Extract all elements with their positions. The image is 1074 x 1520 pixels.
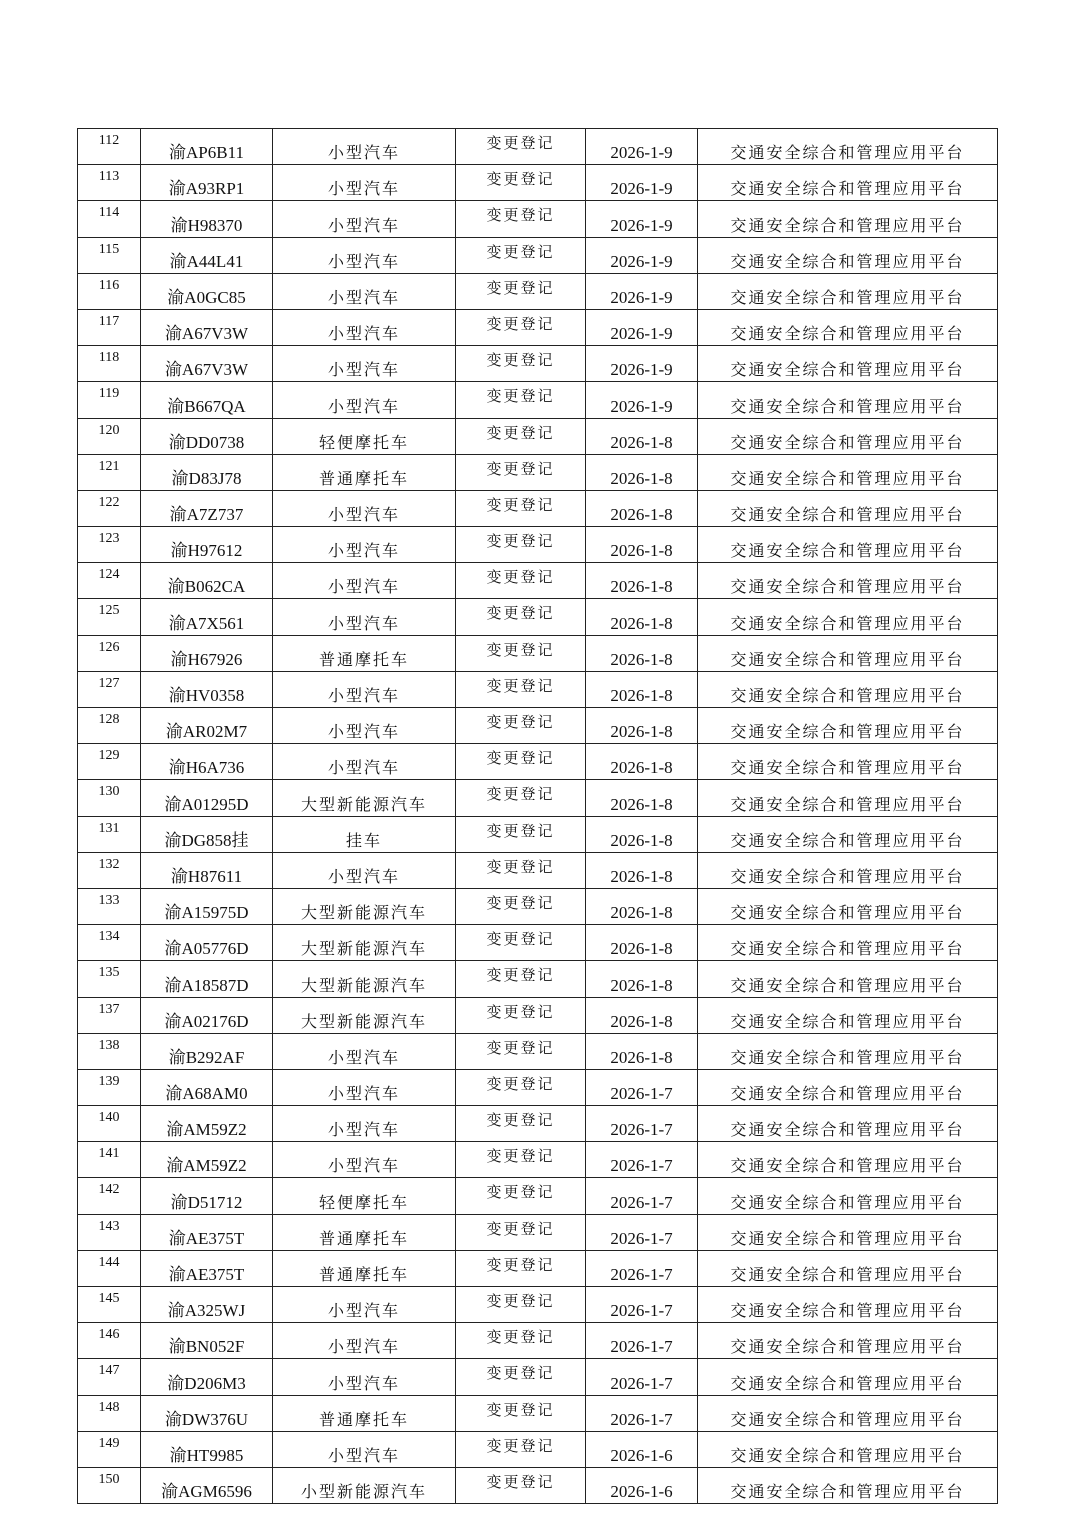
platform-cell: 交通安全综合和管理应用平台 <box>698 888 998 924</box>
plate-number-cell: 渝A15975D <box>141 888 273 924</box>
row-number-cell: 150 <box>78 1467 141 1503</box>
table-row <box>78 744 998 780</box>
row-number-cell: 148 <box>78 1395 141 1431</box>
row-number-cell: 139 <box>78 1069 141 1105</box>
date-cell: 2026-1-9 <box>586 346 698 382</box>
platform-cell: 交通安全综合和管理应用平台 <box>698 925 998 961</box>
platform-cell: 交通安全综合和管理应用平台 <box>698 961 998 997</box>
platform-cell: 交通安全综合和管理应用平台 <box>698 635 998 671</box>
table-row <box>78 490 998 526</box>
row-number-cell: 129 <box>78 744 141 780</box>
row-number-cell: 117 <box>78 309 141 345</box>
date-cell: 2026-1-9 <box>586 129 698 165</box>
table-row <box>78 1178 998 1214</box>
table-row <box>78 1142 998 1178</box>
vehicle-type-cell: 大型新能源汽车 <box>273 780 456 816</box>
business-type-cell: 变更登记 <box>456 1467 586 1503</box>
platform-cell: 交通安全综合和管理应用平台 <box>698 1142 998 1178</box>
date-cell: 2026-1-8 <box>586 708 698 744</box>
platform-cell: 交通安全综合和管理应用平台 <box>698 1359 998 1395</box>
plate-number-cell: 渝HV0358 <box>141 671 273 707</box>
platform-cell: 交通安全综合和管理应用平台 <box>698 1467 998 1503</box>
date-cell: 2026-1-7 <box>586 1287 698 1323</box>
table-row <box>78 1033 998 1069</box>
date-cell: 2026-1-8 <box>586 490 698 526</box>
date-cell: 2026-1-7 <box>586 1359 698 1395</box>
vehicle-type-cell: 小型汽车 <box>273 671 456 707</box>
table-row <box>78 925 998 961</box>
plate-number-cell: 渝AP6B11 <box>141 129 273 165</box>
table-row <box>78 635 998 671</box>
plate-number-cell: 渝A325WJ <box>141 1287 273 1323</box>
plate-number-cell: 渝A44L41 <box>141 237 273 273</box>
platform-cell: 交通安全综合和管理应用平台 <box>698 165 998 201</box>
plate-number-cell: 渝A7X561 <box>141 599 273 635</box>
row-number-cell: 121 <box>78 454 141 490</box>
platform-cell: 交通安全综合和管理应用平台 <box>698 129 998 165</box>
plate-number-cell: 渝DD0738 <box>141 418 273 454</box>
platform-cell: 交通安全综合和管理应用平台 <box>698 1106 998 1142</box>
row-number-cell: 130 <box>78 780 141 816</box>
vehicle-type-cell: 小型新能源汽车 <box>273 1467 456 1503</box>
table-row <box>78 1467 998 1503</box>
plate-number-cell: 渝B292AF <box>141 1033 273 1069</box>
business-type-cell: 变更登记 <box>456 961 586 997</box>
business-type-cell: 变更登记 <box>456 418 586 454</box>
date-cell: 2026-1-8 <box>586 997 698 1033</box>
vehicle-type-cell: 小型汽车 <box>273 309 456 345</box>
table-row <box>78 852 998 888</box>
business-type-cell: 变更登记 <box>456 1395 586 1431</box>
platform-cell: 交通安全综合和管理应用平台 <box>698 1178 998 1214</box>
row-number-cell: 116 <box>78 273 141 309</box>
vehicle-registration-table <box>77 128 998 1504</box>
table-row <box>78 997 998 1033</box>
vehicle-type-cell: 小型汽车 <box>273 273 456 309</box>
date-cell: 2026-1-7 <box>586 1069 698 1105</box>
table-row <box>78 816 998 852</box>
business-type-cell: 变更登记 <box>456 1214 586 1250</box>
row-number-cell: 115 <box>78 237 141 273</box>
plate-number-cell: 渝DG858挂 <box>141 816 273 852</box>
vehicle-type-cell: 小型汽车 <box>273 1142 456 1178</box>
business-type-cell: 变更登记 <box>456 527 586 563</box>
row-number-cell: 128 <box>78 708 141 744</box>
table-row <box>78 129 998 165</box>
plate-number-cell: 渝A18587D <box>141 961 273 997</box>
platform-cell: 交通安全综合和管理应用平台 <box>698 201 998 237</box>
business-type-cell: 变更登记 <box>456 1069 586 1105</box>
row-number-cell: 141 <box>78 1142 141 1178</box>
table-row <box>78 888 998 924</box>
row-number-cell: 125 <box>78 599 141 635</box>
platform-cell: 交通安全综合和管理应用平台 <box>698 454 998 490</box>
business-type-cell: 变更登记 <box>456 888 586 924</box>
vehicle-type-cell: 小型汽车 <box>273 599 456 635</box>
vehicle-type-cell: 小型汽车 <box>273 165 456 201</box>
platform-cell: 交通安全综合和管理应用平台 <box>698 816 998 852</box>
date-cell: 2026-1-9 <box>586 165 698 201</box>
business-type-cell: 变更登记 <box>456 1323 586 1359</box>
date-cell: 2026-1-8 <box>586 925 698 961</box>
plate-number-cell: 渝A05776D <box>141 925 273 961</box>
vehicle-type-cell: 轻便摩托车 <box>273 1178 456 1214</box>
plate-number-cell: 渝B667QA <box>141 382 273 418</box>
business-type-cell: 变更登记 <box>456 997 586 1033</box>
row-number-cell: 140 <box>78 1106 141 1142</box>
table-row <box>78 961 998 997</box>
date-cell: 2026-1-6 <box>586 1467 698 1503</box>
vehicle-type-cell: 小型汽车 <box>273 563 456 599</box>
table-row <box>78 1323 998 1359</box>
plate-number-cell: 渝DW376U <box>141 1395 273 1431</box>
vehicle-type-cell: 小型汽车 <box>273 1033 456 1069</box>
date-cell: 2026-1-9 <box>586 273 698 309</box>
vehicle-type-cell: 挂车 <box>273 816 456 852</box>
row-number-cell: 146 <box>78 1323 141 1359</box>
business-type-cell: 变更登记 <box>456 129 586 165</box>
plate-number-cell: 渝A7Z737 <box>141 490 273 526</box>
date-cell: 2026-1-7 <box>586 1250 698 1286</box>
date-cell: 2026-1-9 <box>586 309 698 345</box>
platform-cell: 交通安全综合和管理应用平台 <box>698 708 998 744</box>
row-number-cell: 113 <box>78 165 141 201</box>
row-number-cell: 137 <box>78 997 141 1033</box>
table-body <box>78 129 998 1504</box>
table-row <box>78 1359 998 1395</box>
vehicle-type-cell: 小型汽车 <box>273 201 456 237</box>
platform-cell: 交通安全综合和管理应用平台 <box>698 1250 998 1286</box>
vehicle-type-cell: 小型汽车 <box>273 490 456 526</box>
vehicle-type-cell: 小型汽车 <box>273 708 456 744</box>
plate-number-cell: 渝AE375T <box>141 1214 273 1250</box>
table-row <box>78 708 998 744</box>
plate-number-cell: 渝D83J78 <box>141 454 273 490</box>
row-number-cell: 127 <box>78 671 141 707</box>
vehicle-type-cell: 小型汽车 <box>273 346 456 382</box>
date-cell: 2026-1-8 <box>586 563 698 599</box>
date-cell: 2026-1-9 <box>586 382 698 418</box>
plate-number-cell: 渝D51712 <box>141 1178 273 1214</box>
business-type-cell: 变更登记 <box>456 273 586 309</box>
vehicle-type-cell: 小型汽车 <box>273 1431 456 1467</box>
business-type-cell: 变更登记 <box>456 346 586 382</box>
date-cell: 2026-1-8 <box>586 671 698 707</box>
plate-number-cell: 渝H67926 <box>141 635 273 671</box>
vehicle-type-cell: 小型汽车 <box>273 852 456 888</box>
row-number-cell: 114 <box>78 201 141 237</box>
vehicle-type-cell: 小型汽车 <box>273 237 456 273</box>
date-cell: 2026-1-8 <box>586 888 698 924</box>
business-type-cell: 变更登记 <box>456 1178 586 1214</box>
plate-number-cell: 渝A68AM0 <box>141 1069 273 1105</box>
platform-cell: 交通安全综合和管理应用平台 <box>698 346 998 382</box>
plate-number-cell: 渝A67V3W <box>141 346 273 382</box>
row-number-cell: 112 <box>78 129 141 165</box>
plate-number-cell: 渝D206M3 <box>141 1359 273 1395</box>
plate-number-cell: 渝AGM6596 <box>141 1467 273 1503</box>
plate-number-cell: 渝AE375T <box>141 1250 273 1286</box>
business-type-cell: 变更登记 <box>456 816 586 852</box>
business-type-cell: 变更登记 <box>456 382 586 418</box>
row-number-cell: 122 <box>78 490 141 526</box>
table-row <box>78 563 998 599</box>
table-row <box>78 1431 998 1467</box>
plate-number-cell: 渝A02176D <box>141 997 273 1033</box>
row-number-cell: 119 <box>78 382 141 418</box>
business-type-cell: 变更登记 <box>456 1250 586 1286</box>
table-row <box>78 1287 998 1323</box>
business-type-cell: 变更登记 <box>456 671 586 707</box>
platform-cell: 交通安全综合和管理应用平台 <box>698 1323 998 1359</box>
row-number-cell: 124 <box>78 563 141 599</box>
plate-number-cell: 渝AR02M7 <box>141 708 273 744</box>
table-row <box>78 1395 998 1431</box>
vehicle-type-cell: 小型汽车 <box>273 1287 456 1323</box>
date-cell: 2026-1-8 <box>586 418 698 454</box>
business-type-cell: 变更登记 <box>456 309 586 345</box>
row-number-cell: 142 <box>78 1178 141 1214</box>
date-cell: 2026-1-8 <box>586 599 698 635</box>
plate-number-cell: 渝A01295D <box>141 780 273 816</box>
table-row <box>78 1214 998 1250</box>
table-row <box>78 1250 998 1286</box>
plate-number-cell: 渝HT9985 <box>141 1431 273 1467</box>
platform-cell: 交通安全综合和管理应用平台 <box>698 1395 998 1431</box>
date-cell: 2026-1-9 <box>586 237 698 273</box>
date-cell: 2026-1-9 <box>586 201 698 237</box>
plate-number-cell: 渝A67V3W <box>141 309 273 345</box>
platform-cell: 交通安全综合和管理应用平台 <box>698 309 998 345</box>
plate-number-cell: 渝A93RP1 <box>141 165 273 201</box>
date-cell: 2026-1-7 <box>586 1142 698 1178</box>
table-row <box>78 1069 998 1105</box>
table-row <box>78 671 998 707</box>
vehicle-type-cell: 小型汽车 <box>273 382 456 418</box>
platform-cell: 交通安全综合和管理应用平台 <box>698 1287 998 1323</box>
platform-cell: 交通安全综合和管理应用平台 <box>698 1033 998 1069</box>
platform-cell: 交通安全综合和管理应用平台 <box>698 273 998 309</box>
plate-number-cell: 渝A0GC85 <box>141 273 273 309</box>
vehicle-type-cell: 小型汽车 <box>273 129 456 165</box>
platform-cell: 交通安全综合和管理应用平台 <box>698 780 998 816</box>
date-cell: 2026-1-8 <box>586 454 698 490</box>
business-type-cell: 变更登记 <box>456 1359 586 1395</box>
table-row <box>78 780 998 816</box>
date-cell: 2026-1-7 <box>586 1178 698 1214</box>
business-type-cell: 变更登记 <box>456 925 586 961</box>
platform-cell: 交通安全综合和管理应用平台 <box>698 852 998 888</box>
table-row <box>78 418 998 454</box>
table-row <box>78 454 998 490</box>
table-row <box>78 201 998 237</box>
date-cell: 2026-1-7 <box>586 1395 698 1431</box>
table-row <box>78 1106 998 1142</box>
row-number-cell: 138 <box>78 1033 141 1069</box>
date-cell: 2026-1-7 <box>586 1106 698 1142</box>
table-row <box>78 309 998 345</box>
platform-cell: 交通安全综合和管理应用平台 <box>698 997 998 1033</box>
business-type-cell: 变更登记 <box>456 454 586 490</box>
vehicle-type-cell: 大型新能源汽车 <box>273 997 456 1033</box>
plate-number-cell: 渝H6A736 <box>141 744 273 780</box>
date-cell: 2026-1-7 <box>586 1323 698 1359</box>
vehicle-type-cell: 大型新能源汽车 <box>273 961 456 997</box>
platform-cell: 交通安全综合和管理应用平台 <box>698 563 998 599</box>
platform-cell: 交通安全综合和管理应用平台 <box>698 671 998 707</box>
platform-cell: 交通安全综合和管理应用平台 <box>698 599 998 635</box>
vehicle-type-cell: 大型新能源汽车 <box>273 925 456 961</box>
vehicle-type-cell: 小型汽车 <box>273 1069 456 1105</box>
row-number-cell: 135 <box>78 961 141 997</box>
row-number-cell: 131 <box>78 816 141 852</box>
business-type-cell: 变更登记 <box>456 1142 586 1178</box>
row-number-cell: 133 <box>78 888 141 924</box>
row-number-cell: 126 <box>78 635 141 671</box>
plate-number-cell: 渝H98370 <box>141 201 273 237</box>
row-number-cell: 147 <box>78 1359 141 1395</box>
platform-cell: 交通安全综合和管理应用平台 <box>698 744 998 780</box>
table-row <box>78 382 998 418</box>
vehicle-type-cell: 普通摩托车 <box>273 1214 456 1250</box>
table-row <box>78 527 998 563</box>
vehicle-type-cell: 普通摩托车 <box>273 454 456 490</box>
business-type-cell: 变更登记 <box>456 1106 586 1142</box>
row-number-cell: 149 <box>78 1431 141 1467</box>
table-row <box>78 273 998 309</box>
business-type-cell: 变更登记 <box>456 599 586 635</box>
row-number-cell: 120 <box>78 418 141 454</box>
plate-number-cell: 渝H87611 <box>141 852 273 888</box>
vehicle-type-cell: 小型汽车 <box>273 1359 456 1395</box>
plate-number-cell: 渝H97612 <box>141 527 273 563</box>
plate-number-cell: 渝B062CA <box>141 563 273 599</box>
vehicle-type-cell: 轻便摩托车 <box>273 418 456 454</box>
business-type-cell: 变更登记 <box>456 1287 586 1323</box>
platform-cell: 交通安全综合和管理应用平台 <box>698 490 998 526</box>
vehicle-type-cell: 大型新能源汽车 <box>273 888 456 924</box>
business-type-cell: 变更登记 <box>456 708 586 744</box>
vehicle-type-cell: 小型汽车 <box>273 1106 456 1142</box>
business-type-cell: 变更登记 <box>456 1431 586 1467</box>
vehicle-type-cell: 普通摩托车 <box>273 1250 456 1286</box>
business-type-cell: 变更登记 <box>456 165 586 201</box>
row-number-cell: 145 <box>78 1287 141 1323</box>
business-type-cell: 变更登记 <box>456 490 586 526</box>
business-type-cell: 变更登记 <box>456 1033 586 1069</box>
vehicle-type-cell: 普通摩托车 <box>273 1395 456 1431</box>
row-number-cell: 123 <box>78 527 141 563</box>
table-row <box>78 599 998 635</box>
platform-cell: 交通安全综合和管理应用平台 <box>698 418 998 454</box>
table-row <box>78 237 998 273</box>
date-cell: 2026-1-8 <box>586 744 698 780</box>
business-type-cell: 变更登记 <box>456 744 586 780</box>
platform-cell: 交通安全综合和管理应用平台 <box>698 1069 998 1105</box>
date-cell: 2026-1-8 <box>586 816 698 852</box>
plate-number-cell: 渝AM59Z2 <box>141 1142 273 1178</box>
row-number-cell: 143 <box>78 1214 141 1250</box>
plate-number-cell: 渝BN052F <box>141 1323 273 1359</box>
date-cell: 2026-1-6 <box>586 1431 698 1467</box>
date-cell: 2026-1-8 <box>586 1033 698 1069</box>
platform-cell: 交通安全综合和管理应用平台 <box>698 1214 998 1250</box>
platform-cell: 交通安全综合和管理应用平台 <box>698 527 998 563</box>
date-cell: 2026-1-8 <box>586 527 698 563</box>
row-number-cell: 134 <box>78 925 141 961</box>
platform-cell: 交通安全综合和管理应用平台 <box>698 382 998 418</box>
platform-cell: 交通安全综合和管理应用平台 <box>698 1431 998 1467</box>
vehicle-type-cell: 小型汽车 <box>273 527 456 563</box>
date-cell: 2026-1-8 <box>586 635 698 671</box>
platform-cell: 交通安全综合和管理应用平台 <box>698 237 998 273</box>
business-type-cell: 变更登记 <box>456 635 586 671</box>
table-row <box>78 165 998 201</box>
date-cell: 2026-1-8 <box>586 852 698 888</box>
row-number-cell: 132 <box>78 852 141 888</box>
vehicle-type-cell: 普通摩托车 <box>273 635 456 671</box>
business-type-cell: 变更登记 <box>456 563 586 599</box>
business-type-cell: 变更登记 <box>456 201 586 237</box>
business-type-cell: 变更登记 <box>456 237 586 273</box>
date-cell: 2026-1-7 <box>586 1214 698 1250</box>
vehicle-type-cell: 小型汽车 <box>273 1323 456 1359</box>
row-number-cell: 144 <box>78 1250 141 1286</box>
row-number-cell: 118 <box>78 346 141 382</box>
vehicle-type-cell: 小型汽车 <box>273 744 456 780</box>
business-type-cell: 变更登记 <box>456 852 586 888</box>
table-row <box>78 346 998 382</box>
date-cell: 2026-1-8 <box>586 780 698 816</box>
business-type-cell: 变更登记 <box>456 780 586 816</box>
plate-number-cell: 渝AM59Z2 <box>141 1106 273 1142</box>
date-cell: 2026-1-8 <box>586 961 698 997</box>
